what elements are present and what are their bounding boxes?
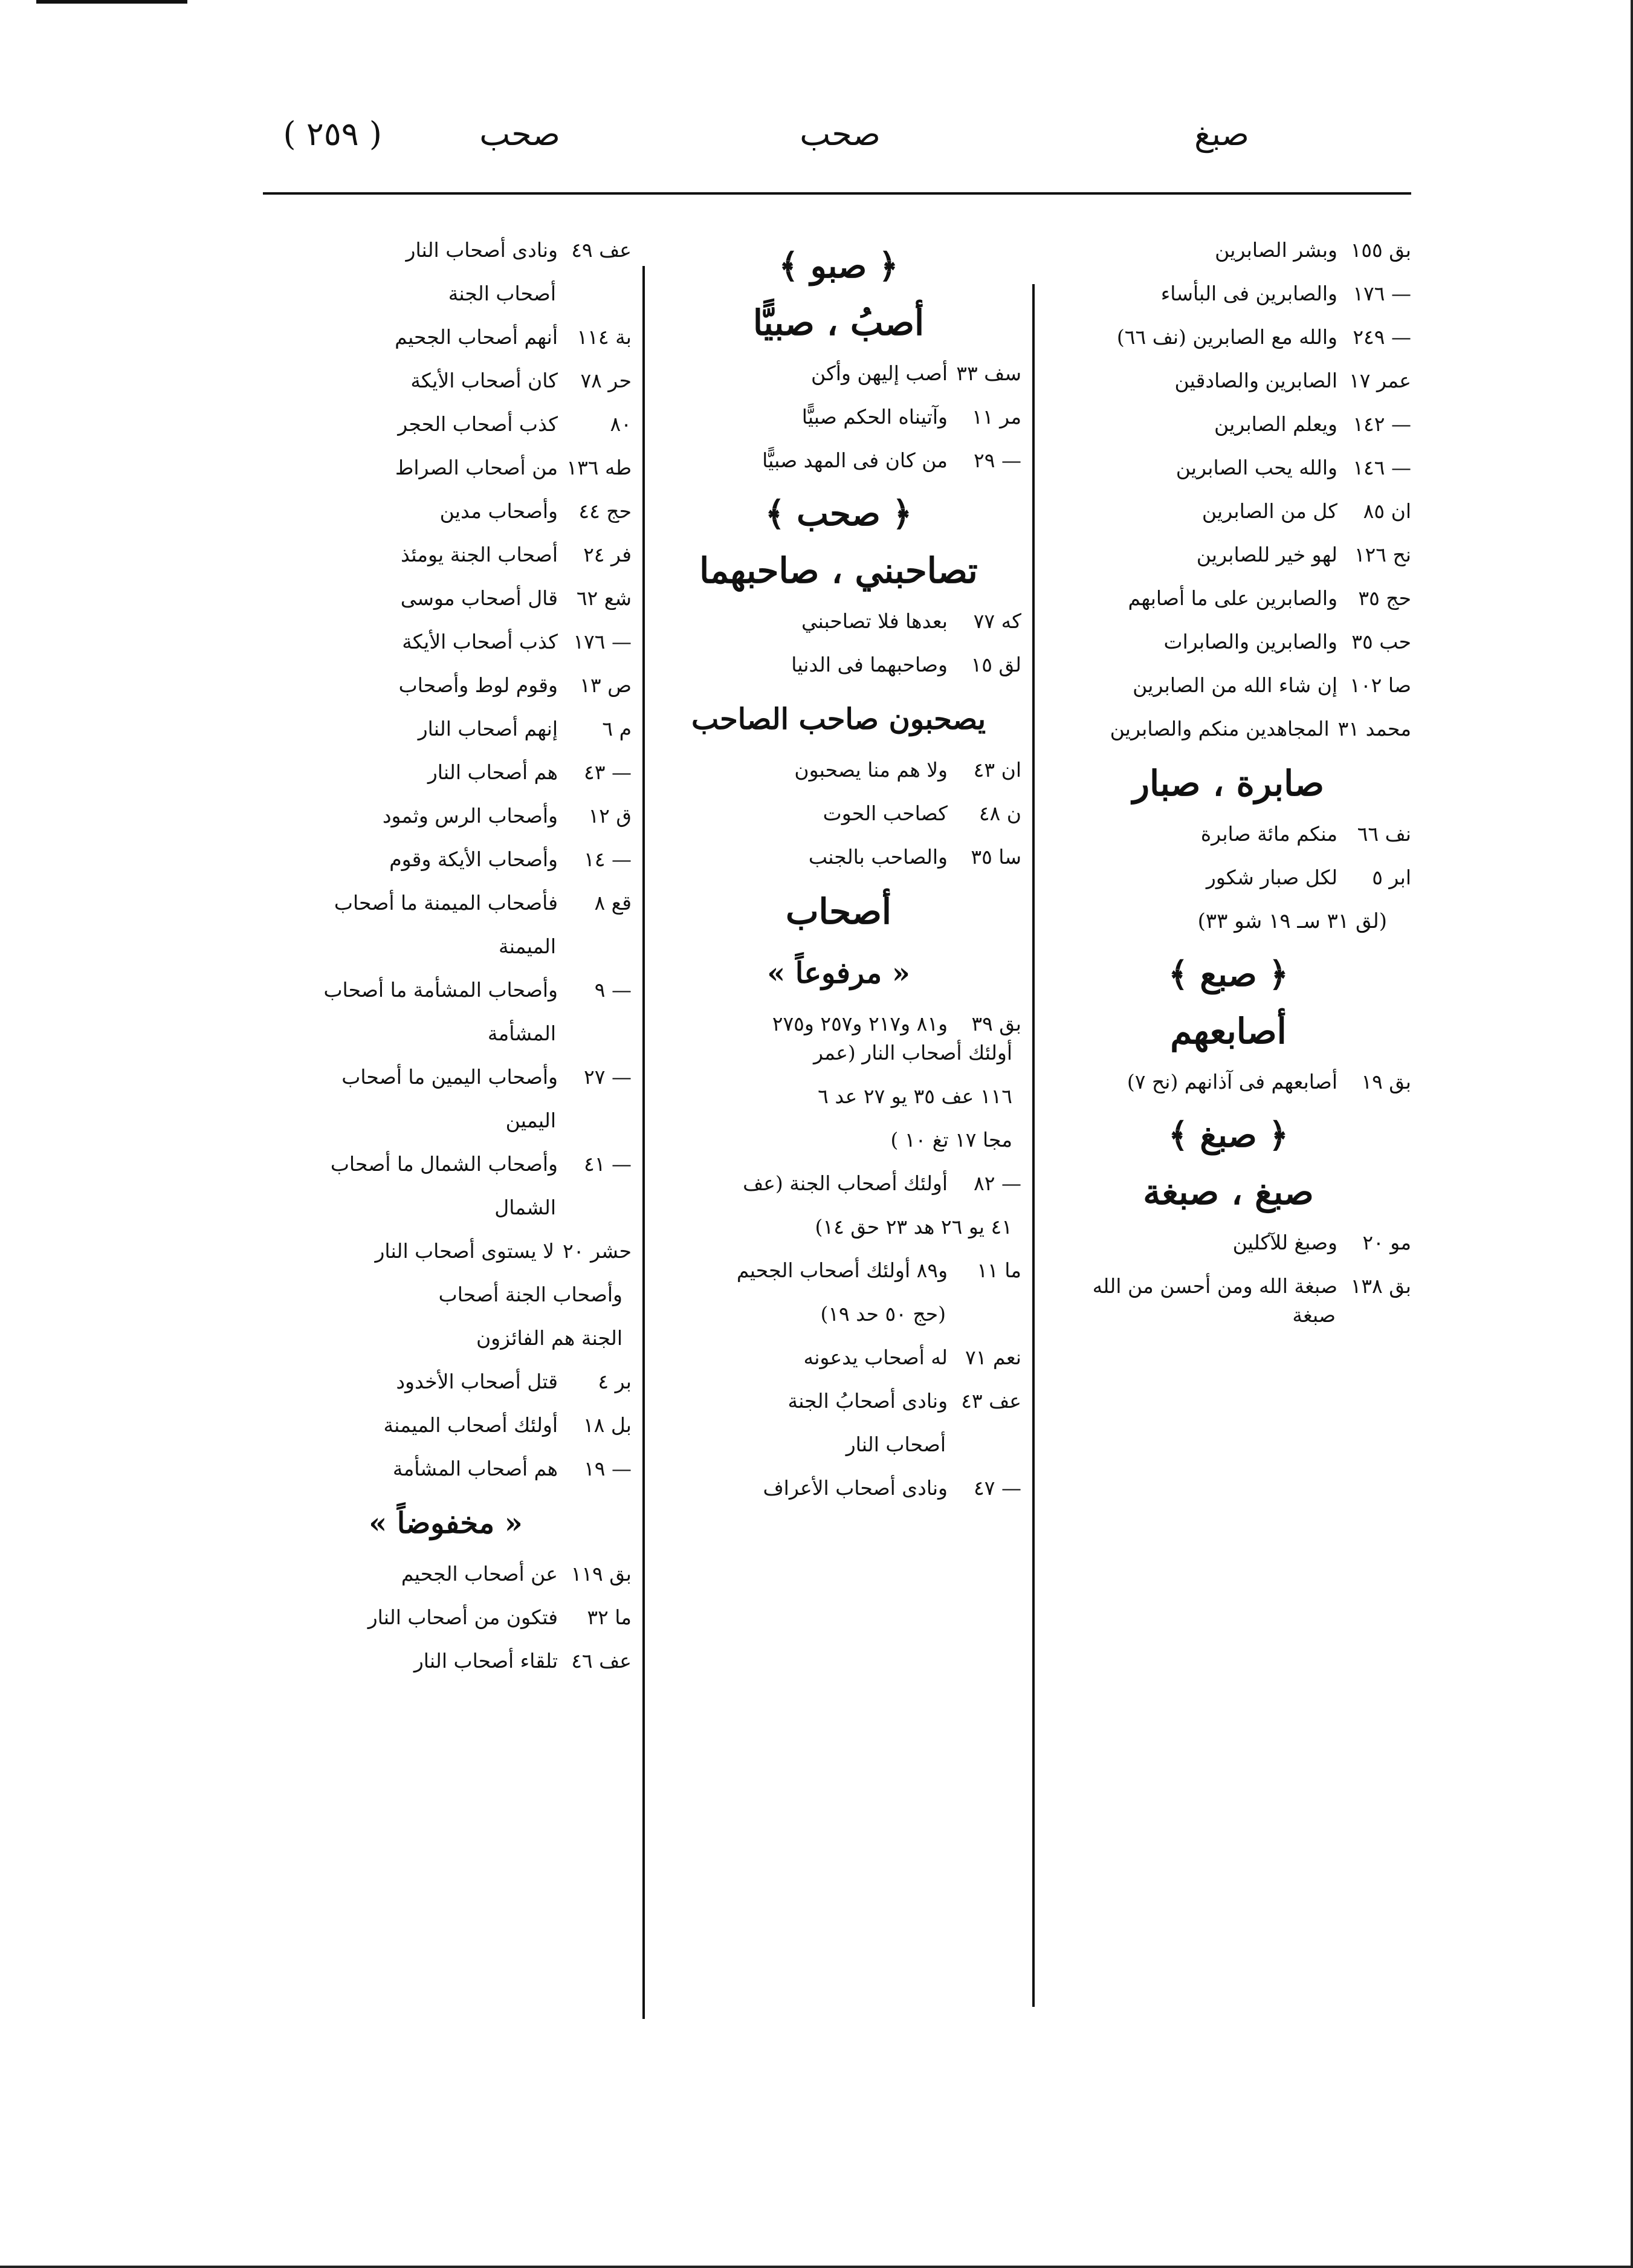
headword: أصبُ ، صبيًّا bbox=[752, 302, 925, 343]
entry bbox=[1046, 821, 1411, 847]
entry-continuation: أصحاب النار bbox=[846, 1433, 946, 1456]
entry bbox=[656, 360, 1021, 387]
entry bbox=[1046, 1230, 1411, 1256]
entry-continuation: اليمين bbox=[505, 1109, 556, 1132]
entry-continuation: المشأمة bbox=[487, 1022, 556, 1045]
entry-ref: — ٤١ bbox=[584, 1152, 632, 1176]
entry bbox=[260, 672, 632, 699]
entry-text: عن أصحاب الجحيم bbox=[401, 1562, 558, 1586]
entry bbox=[1046, 498, 1411, 525]
entry bbox=[1046, 455, 1411, 481]
entry-ref: عف ٤٦ bbox=[571, 1649, 632, 1673]
entry-ref: — ٨٢ bbox=[974, 1171, 1021, 1195]
entry bbox=[656, 1011, 1021, 1037]
entry-ref: ابر ٥ bbox=[1372, 866, 1411, 889]
entry-group-sabirin bbox=[1046, 237, 1411, 742]
entry-ref: شع ٦٢ bbox=[576, 586, 632, 610]
entry-ref: نف ٦٦ bbox=[1357, 822, 1411, 846]
entry-continuation: (حج ٥٠ حد ١٩) bbox=[820, 1302, 946, 1326]
entry bbox=[656, 1257, 1021, 1284]
entry-text: والله يحب الصابرين bbox=[1175, 456, 1337, 479]
entry-ref: — ٤٣ bbox=[584, 760, 632, 784]
entry-text: لهو خير للصابرين bbox=[1196, 543, 1337, 566]
entry-ref: قع ٨ bbox=[594, 891, 632, 915]
entry-ref: — ٢٧ bbox=[584, 1065, 632, 1089]
entry-text: والله مع الصابرين (نف ٦٦) bbox=[1116, 325, 1337, 349]
root-heading: ﴿ صبع ﴾ bbox=[1168, 954, 1289, 994]
entry bbox=[1046, 1273, 1411, 1300]
entry bbox=[260, 1412, 632, 1439]
entry-text: أنهم أصحاب الجحيم bbox=[395, 325, 558, 349]
entry-ref: — ١٧٦ bbox=[573, 630, 632, 653]
entry-text: إنهم أصحاب النار bbox=[418, 717, 558, 740]
entry-ref: نعم ٧١ bbox=[965, 1346, 1021, 1369]
entry bbox=[1046, 585, 1411, 612]
entry-text: صبغة الله ومن أحسن من الله bbox=[1092, 1274, 1337, 1298]
entry bbox=[1046, 237, 1411, 264]
entry-text: ولا هم منا يصحبون bbox=[794, 758, 948, 782]
entry bbox=[1046, 324, 1411, 351]
entry bbox=[260, 1456, 632, 1482]
entry-ref: فر ٢٤ bbox=[583, 543, 632, 566]
entry-ref: بة ١١٤ bbox=[577, 325, 632, 349]
entry-ref: بر ٤ bbox=[598, 1370, 632, 1393]
entry-ref: ان ٤٣ bbox=[973, 758, 1021, 782]
entry-text: لكل صبار شكور bbox=[1206, 866, 1337, 889]
root-heading: ﴿ صبو ﴾ bbox=[778, 246, 899, 286]
entry bbox=[260, 629, 632, 655]
entry bbox=[260, 585, 632, 612]
entry-text: أولئك أصحاب الميمنة bbox=[383, 1413, 558, 1437]
header-right-word: صبغ bbox=[1194, 115, 1249, 153]
column-right bbox=[1046, 237, 1411, 1346]
headword: أصابعهم bbox=[1170, 1011, 1287, 1052]
entry-text: أصب إليهن وأكن bbox=[810, 361, 948, 385]
entry-continuation: مجا ١٧ تغ ١٠ ) bbox=[890, 1128, 1012, 1152]
entry-ref: بق ١٩ bbox=[1361, 1070, 1411, 1094]
entry-ref: — ٩ bbox=[594, 978, 632, 1002]
page-number: ( ٢٥٩ ) bbox=[283, 115, 382, 153]
entry bbox=[260, 1561, 632, 1587]
entry-text: المجاهدين منكم والصابرين bbox=[1110, 717, 1330, 740]
entry-text: بعدها فلا تصاحبني bbox=[801, 609, 948, 633]
entry-text: من أصحاب الصراط bbox=[395, 456, 558, 479]
entry-ref: حشر ٢٠ bbox=[563, 1239, 632, 1263]
header-rule bbox=[263, 192, 1411, 195]
entry-text: كذب أصحاب الحجر bbox=[398, 412, 558, 436]
entry-ref: حب ٣٥ bbox=[1351, 630, 1411, 653]
entry-ref: — ٢٤٩ bbox=[1353, 325, 1411, 349]
entry-text: وقوم لوط وأصحاب bbox=[398, 673, 558, 697]
entry bbox=[260, 1604, 632, 1631]
entry-ref: حج ٤٤ bbox=[578, 499, 632, 523]
entry-text: وأصحاب اليمين ما أصحاب bbox=[341, 1065, 558, 1089]
entry-text: كل من الصابرين bbox=[1201, 499, 1337, 523]
entry bbox=[260, 237, 632, 264]
entry-ref: مو ٢٠ bbox=[1362, 1231, 1411, 1254]
entry-ref: بق ٣٩ bbox=[971, 1012, 1021, 1035]
entry bbox=[260, 498, 632, 525]
entry-ref: عف ٤٣ bbox=[961, 1389, 1021, 1413]
entry bbox=[656, 844, 1021, 870]
entry-text: هم أصحاب النار bbox=[427, 760, 558, 784]
entry bbox=[656, 1475, 1021, 1502]
entry-text: وبشر الصابرين bbox=[1215, 238, 1337, 262]
entry bbox=[260, 1064, 632, 1090]
entry bbox=[1046, 280, 1411, 307]
entry-ref: ص ١٣ bbox=[580, 673, 632, 697]
entry-text: ونادى أصحاب النار bbox=[406, 238, 558, 262]
entry bbox=[260, 1648, 632, 1674]
entry-text: قتل أصحاب الأخدود bbox=[396, 1370, 558, 1393]
section-label: « مرفوعاً » bbox=[767, 956, 910, 990]
column-divider-left bbox=[642, 266, 645, 2019]
entry bbox=[656, 608, 1021, 635]
entry-text: الصابرين والصادقين bbox=[1174, 369, 1337, 392]
entry-text: فتكون من أصحاب النار bbox=[367, 1605, 558, 1629]
entry-ref: ما ٣٢ bbox=[587, 1605, 632, 1629]
entry-text: أصحاب الجنة يومئذ bbox=[401, 543, 558, 566]
entry bbox=[260, 1151, 632, 1178]
entry-ref: بق ١١٩ bbox=[571, 1562, 632, 1586]
entry bbox=[260, 455, 632, 481]
entry-ref: حر ٧٨ bbox=[580, 369, 632, 392]
entry-ref: — ١٧٦ bbox=[1353, 282, 1411, 305]
entry-text: والصاحب بالجنب bbox=[808, 845, 948, 869]
entry-ref: طه ١٣٦ bbox=[566, 456, 632, 479]
headword: صابرة ، صبار bbox=[1133, 763, 1324, 804]
entry-text: كذب أصحاب الأيكة bbox=[402, 630, 558, 653]
entry-text: ونادى أصحاب الأعراف bbox=[763, 1476, 948, 1500]
entry-ref: — ٢٩ bbox=[974, 449, 1021, 472]
entry-text: ويعلم الصابرين bbox=[1214, 412, 1337, 436]
entry bbox=[656, 447, 1021, 474]
entry-text: إن شاء الله من الصابرين bbox=[1133, 673, 1337, 697]
entry-ref: مر ١١ bbox=[972, 405, 1021, 429]
entry-ref: ان ٨٥ bbox=[1363, 499, 1411, 523]
entry-text: كصاحب الحوت bbox=[823, 802, 948, 825]
entry bbox=[1046, 542, 1411, 568]
cross-reference-note: (لق ٣١ سـ ١٩ شو ٣٣) bbox=[1197, 909, 1387, 933]
entry bbox=[656, 1388, 1021, 1414]
entry-ref: لق ١٥ bbox=[971, 653, 1021, 676]
entry bbox=[656, 404, 1021, 430]
entry-ref: حج ٣٥ bbox=[1358, 586, 1411, 610]
entry-text: والصابرين فى البأساء bbox=[1160, 282, 1337, 305]
entry-ref: — ١٤٦ bbox=[1353, 456, 1411, 479]
entry bbox=[1046, 864, 1411, 891]
entry bbox=[656, 1170, 1021, 1197]
entry-ref: سف ٣٣ bbox=[956, 361, 1021, 385]
root-heading: ﴿ صحب ﴾ bbox=[765, 494, 913, 534]
entry-text: هم أصحاب المشأمة bbox=[392, 1457, 558, 1480]
entry-continuation: الجنة هم الفائزون bbox=[476, 1326, 622, 1350]
entry-text: ونادى أصحابُ الجنة bbox=[787, 1389, 948, 1413]
entry bbox=[260, 977, 632, 1003]
header-left-word: صحب bbox=[479, 115, 560, 153]
scan-edge-mark bbox=[36, 0, 187, 4]
headword: يصحبون صاحب الصاحب bbox=[691, 702, 986, 736]
entry-ref: — ٤٧ bbox=[974, 1476, 1021, 1500]
entry bbox=[1046, 629, 1411, 655]
entry bbox=[260, 716, 632, 742]
entry-continuation: وأصحاب الجنة أصحاب bbox=[438, 1283, 622, 1306]
entry-ref: سا ٣٥ bbox=[971, 845, 1021, 869]
entry-text: والصابرين والصابرات bbox=[1163, 630, 1337, 653]
entry-ref: ٨٠ bbox=[610, 412, 632, 436]
headword: تصاحبني ، صاحبهما bbox=[699, 550, 978, 591]
entry-ref: بق ١٣٨ bbox=[1350, 1274, 1411, 1298]
entry bbox=[1046, 368, 1411, 394]
entry bbox=[1046, 672, 1411, 699]
entry-ref: بق ١٥٥ bbox=[1350, 238, 1411, 262]
entry bbox=[260, 803, 632, 829]
entry bbox=[260, 368, 632, 394]
column-middle bbox=[656, 237, 1021, 1518]
entry-text: وصاحبهما فى الدنيا bbox=[791, 653, 948, 676]
entry-ref: ن ٤٨ bbox=[978, 802, 1021, 825]
entry-ref: — ١٤٢ bbox=[1353, 412, 1411, 436]
entry-text: أصابعهم فى آذانهم (نح ٧) bbox=[1127, 1070, 1337, 1094]
entry-ref: محمد ٣١ bbox=[1337, 717, 1411, 740]
entry-text: فأصحاب الميمنة ما أصحاب bbox=[334, 891, 558, 915]
entry-text: وأصحاب الأيكة وقوم bbox=[389, 847, 558, 871]
entry bbox=[656, 800, 1021, 827]
entry bbox=[260, 890, 632, 916]
entry-text: له أصحاب يدعونه bbox=[803, 1346, 948, 1369]
entry-continuation: الميمنة bbox=[499, 935, 556, 958]
entry-text: وأصحاب المشأمة ما أصحاب bbox=[323, 978, 558, 1002]
entry-continuation: الشمال bbox=[494, 1196, 556, 1219]
header-middle-word: صحب bbox=[800, 115, 881, 153]
entry-continuation: صبغة bbox=[1292, 1303, 1336, 1327]
entry-ref: — ١٤ bbox=[584, 847, 632, 871]
entry-text: تلقاء أصحاب النار bbox=[413, 1649, 558, 1673]
entry bbox=[656, 757, 1021, 783]
entry-text: وصبغ للآكلين bbox=[1232, 1231, 1337, 1254]
column-divider-right bbox=[1032, 284, 1035, 2007]
entry-text: والصابرين على ما أصابهم bbox=[1128, 586, 1337, 610]
entry bbox=[260, 411, 632, 438]
scan-border-bottom bbox=[0, 2266, 1633, 2268]
entry-ref: نح ١٢٦ bbox=[1354, 543, 1411, 566]
column-left bbox=[260, 237, 632, 1691]
entry-continuation: ٤١ يو ٢٦ هد ٢٣ حق ١٤) bbox=[815, 1215, 1012, 1239]
entry-ref: — ١٩ bbox=[584, 1457, 632, 1480]
entry-text: أولئك أصحاب الجنة (عف bbox=[743, 1171, 948, 1195]
entry-continuation: ١١٦ عف ٣٥ يو ٢٧ عد ٦ bbox=[818, 1084, 1012, 1108]
entry-text: وآتيناه الحكم صبيًّا bbox=[801, 405, 948, 429]
section-label: « مخفوضاً » bbox=[369, 1506, 523, 1540]
entry bbox=[260, 1369, 632, 1395]
entry-text: كان أصحاب الأيكة bbox=[410, 369, 558, 392]
headword: صبغ ، صبغة bbox=[1143, 1171, 1314, 1213]
entry-text: قال أصحاب موسى bbox=[400, 586, 558, 610]
entry-ref: صا ١٠٢ bbox=[1350, 673, 1411, 697]
entry-text: وأصحاب الشمال ما أصحاب bbox=[330, 1152, 558, 1176]
entry-text: لا يستوى أصحاب النار bbox=[375, 1239, 554, 1263]
entry bbox=[260, 1238, 632, 1265]
entry-text: منكم مائة صابرة bbox=[1200, 822, 1337, 846]
root-heading: ﴿ صبغ ﴾ bbox=[1168, 1115, 1289, 1155]
entry-ref: م ٦ bbox=[602, 717, 632, 740]
headword: أصحاب bbox=[785, 891, 892, 932]
entry bbox=[260, 846, 632, 873]
entry bbox=[1046, 716, 1411, 742]
entry-text: و٨١ و٢١٧ و٢٥٧ و٢٧٥ bbox=[772, 1012, 948, 1035]
entry-ref: ق ١٢ bbox=[588, 804, 632, 828]
entry-continuation: أصحاب الجنة bbox=[448, 282, 556, 305]
entry-continuation: أولئك أصحاب النار (عمر bbox=[813, 1041, 1012, 1064]
entry bbox=[656, 652, 1021, 678]
entry bbox=[1046, 1069, 1411, 1095]
entry-ref: كه ٧٧ bbox=[973, 609, 1021, 633]
entry bbox=[1046, 411, 1411, 438]
entry-text: وأصحاب الرس وثمود bbox=[382, 804, 558, 828]
entry-text: من كان فى المهد صبيًّا bbox=[762, 449, 948, 472]
entry-text: و٨٩ أولئك أصحاب الجحيم bbox=[736, 1259, 948, 1282]
entry bbox=[656, 1344, 1021, 1371]
entry-ref: عمر ١٧ bbox=[1349, 369, 1411, 392]
entry-ref: عف ٤٩ bbox=[571, 238, 632, 262]
entry bbox=[260, 324, 632, 351]
entry bbox=[260, 759, 632, 786]
entry bbox=[260, 542, 632, 568]
entry-ref: بل ١٨ bbox=[583, 1413, 632, 1437]
entry-ref: ما ١١ bbox=[977, 1259, 1021, 1282]
entry-text: وأصحاب مدين bbox=[439, 499, 558, 523]
scan-border-right bbox=[1631, 0, 1633, 2268]
